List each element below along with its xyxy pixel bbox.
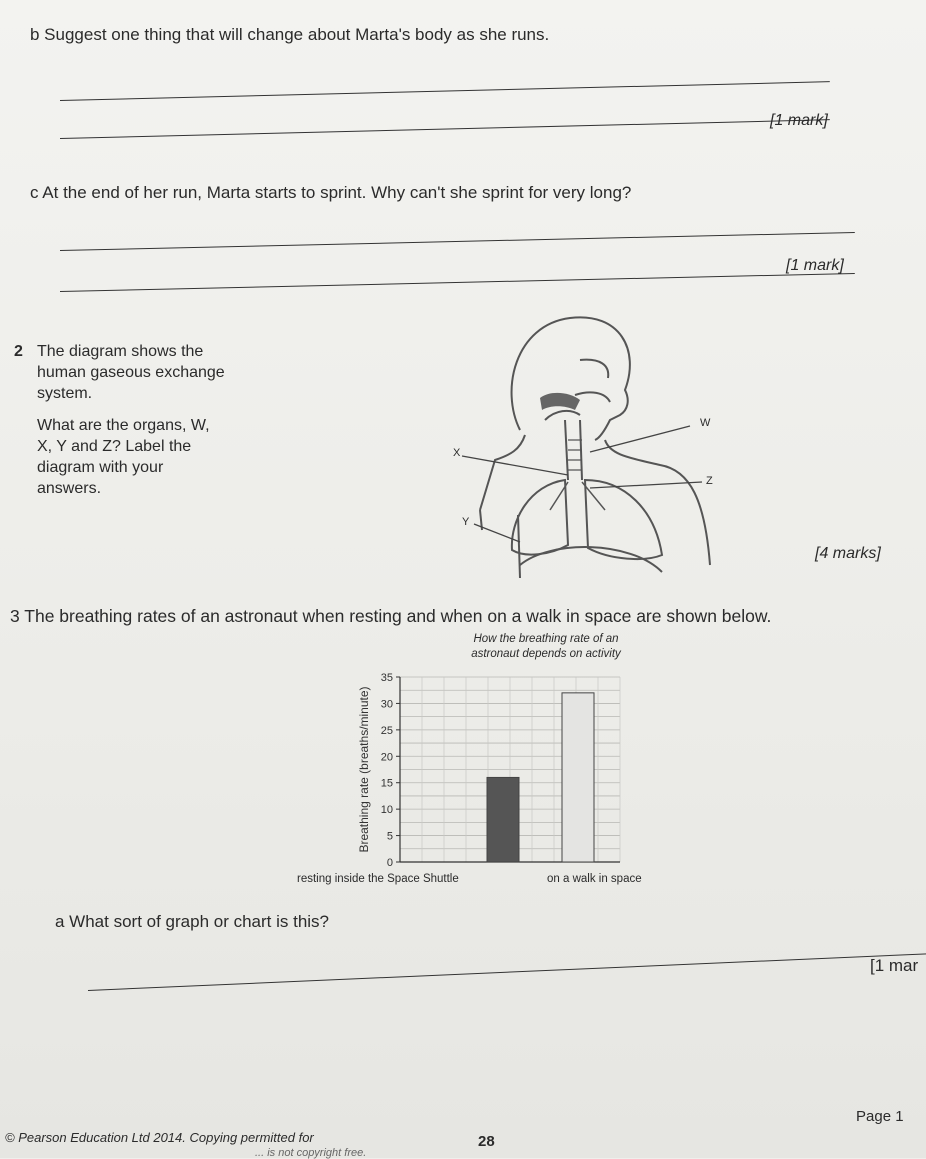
y-tick-label: 0 [386, 857, 393, 869]
label-z: Z [706, 475, 713, 487]
y-tick-label: 10 [380, 804, 393, 817]
label-y: Y [462, 516, 470, 528]
y-tick-label: 25 [380, 724, 393, 737]
y-axis-label: Breathing rate (breaths/minute) [357, 686, 371, 853]
label-x: X [453, 447, 461, 459]
question-2-number: 2 [14, 343, 23, 360]
copyright-notice-2: ... is not copyright free. [255, 1147, 367, 1159]
gas-exchange-diagram [440, 310, 740, 585]
bar [562, 693, 594, 862]
y-tick-label: 15 [380, 777, 393, 790]
mark-allocation: [1 mar [870, 956, 919, 975]
answer-line[interactable] [60, 119, 830, 139]
answer-line[interactable] [88, 953, 926, 991]
page-number: 28 [478, 1133, 495, 1150]
y-tick-label: 35 [380, 672, 393, 684]
mark-allocation: [4 marks] [815, 545, 881, 562]
y-tick-label: 5 [386, 830, 393, 843]
page-label: Page 1 [856, 1108, 904, 1125]
answer-line[interactable] [60, 81, 830, 101]
question-2-text: The diagram shows the human gaseous exchange system. What are the organs, W, X, Y and Z? Label the diagram with your answers. [37, 343, 225, 497]
answer-line[interactable] [60, 232, 855, 251]
bar [487, 777, 519, 862]
y-tick-label: 20 [380, 751, 393, 764]
answer-line[interactable] [60, 273, 855, 292]
label-w: W [700, 417, 711, 429]
copyright-notice: © Pearson Education Ltd 2014. Copying permitted for [5, 1130, 314, 1145]
mark-allocation: [1 mark] [770, 112, 828, 129]
question-3a: a What sort of graph or chart is this? [55, 912, 330, 931]
chart-title: How the breathing rate of an astronaut depends on activity [471, 633, 621, 660]
y-tick-label: 30 [380, 698, 393, 711]
question-3: 3 The breathing rates of an astronaut when resting and when on a walk in space are shown below. [10, 606, 772, 626]
mark-allocation: [1 mark] [786, 257, 844, 274]
category-label: resting inside the Space Shuttle [297, 873, 459, 885]
question-1c: c At the end of her run, Marta starts to sprint. Why can't she sprint for very long? [30, 183, 632, 202]
question-1b: b Suggest one thing that will change about Marta's body as she runs. [30, 25, 550, 44]
breathing-rate-bar-chart [330, 660, 650, 880]
category-label: on a walk in space [547, 873, 642, 885]
